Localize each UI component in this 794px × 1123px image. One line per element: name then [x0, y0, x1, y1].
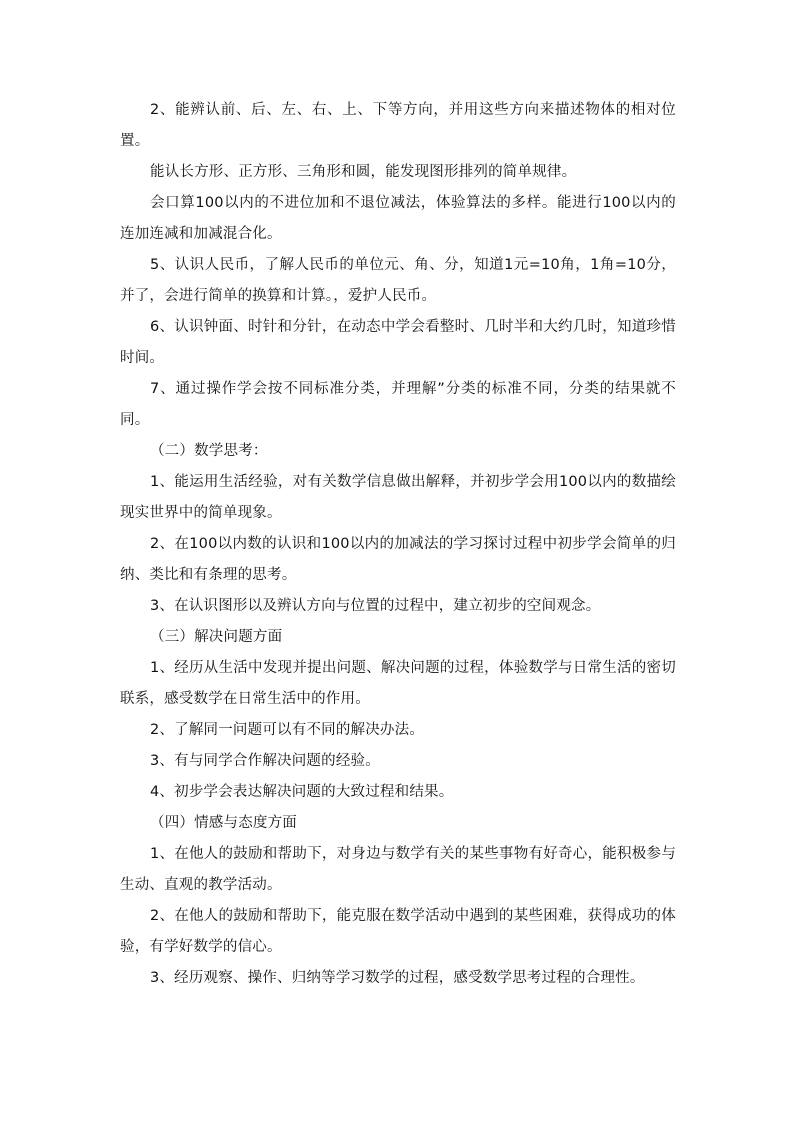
paragraph-curiosity: 1、在他人的鼓励和帮助下，对身边与数学有关的某些事物有好奇心，能积极参与生动、直观的教学活动。 — [120, 846, 676, 893]
paragraph-spatial: 3、在认识图形以及辨认方向与位置的过程中，建立初步的空间观念。 — [150, 598, 601, 614]
paragraph-clock: 6、认识钟面、时针和分针，在动态中学会看整时、几时半和大约几时，知道珍惜时间。 — [120, 319, 676, 366]
paragraph-classification: 7、通过操作学会按不同标准分类，并理解”分类的标准不同，分类的结果就不同。 — [120, 381, 676, 428]
paragraph-life-experience: 1、能运用生活经验，对有关数学信息做出解释，并初步学会用100以内的数描绘现实世界中的简单现象。 — [120, 474, 676, 521]
paragraph-express: 4、初步学会表达解决问题的大致过程和结果。 — [150, 784, 454, 800]
paragraph-shapes: 能认长方形、正方形、三角形和圆，能发现图形排列的简单规律。 — [150, 164, 577, 180]
paragraph-find-problems: 1、经历从生活中发现并提出问题、解决问题的过程，体验数学与日常生活的密切联系，感受数学在日常生活中的作用。 — [120, 660, 676, 707]
document-body — [120, 95, 676, 994]
paragraph-mental-arithmetic: 会口算100以内的不进位加和不退位减法，体验算法的多样。能进行100以内的连加连减和加减混合化。 — [120, 195, 676, 242]
paragraph-cooperation: 3、有与同学合作解决问题的经验。 — [150, 753, 380, 769]
paragraph-induction: 2、在100以内数的认识和100以内的加减法的学习探讨过程中初步学会简单的归纳、类比和有条理的思考。 — [120, 536, 676, 583]
paragraph-currency: 5、认识人民币，了解人民币的单位元、角、分，知道1元=10角，1角=10分，并了，会进行简单的换算和计算。，爱护人民币。 — [120, 257, 676, 304]
paragraph-different-methods: 2、了解同一问题可以有不同的解决办法。 — [150, 722, 425, 738]
paragraph-confidence: 2、在他人的鼓励和帮助下，能克服在数学活动中遇到的某些困难，获得成功的体验，有学好数学的信心。 — [120, 908, 676, 955]
paragraph-reasoning: 3、经历观察、操作、归纳等学习数学的过程，感受数学思考过程的合理性。 — [150, 970, 645, 986]
section-heading-problem-solving: （三）解决问题方面 — [150, 629, 283, 645]
paragraph-direction: 2、能辨认前、后、左、右、上、下等方向，并用这些方向来描述物体的相对位置。 — [120, 102, 676, 149]
section-heading-emotion-attitude: （四）情感与态度方面 — [150, 815, 297, 831]
section-heading-math-thinking: （二）数学思考： — [150, 443, 268, 459]
